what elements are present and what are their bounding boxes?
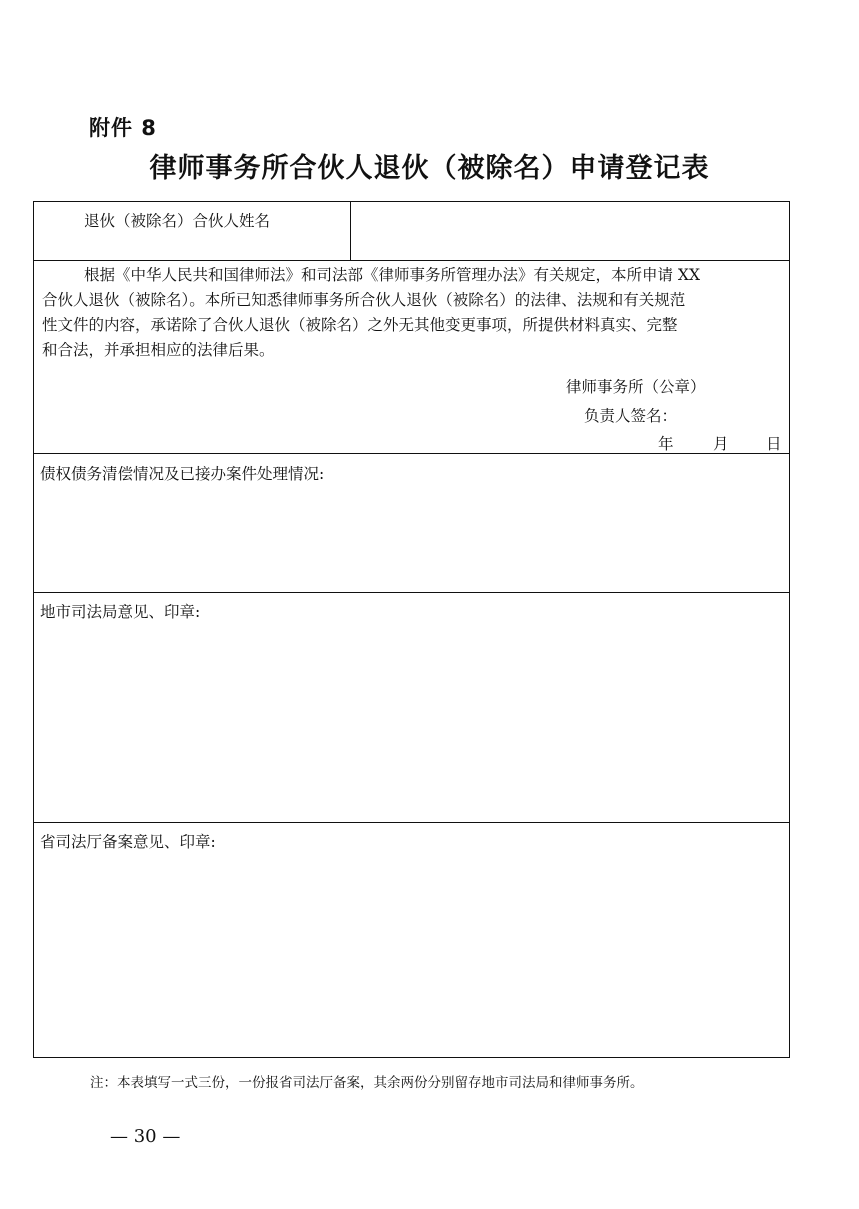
attachment-label: 附件 8 [89, 116, 157, 140]
city-bureau-opinion-label: 地市司法局意见、印章: [40, 603, 201, 621]
footnote: 注：本表填写一式三份，一份报省司法厅备案，其余两份分别留存地市司法局和律师事务所。 [90, 1075, 644, 1091]
column-divider [350, 202, 351, 260]
row-divider [34, 260, 789, 261]
partner-name-label: 退伙（被除名）合伙人姓名 [84, 212, 271, 230]
row-divider [34, 592, 789, 593]
date-month-label: 月 [713, 435, 729, 453]
province-dept-opinion-label: 省司法厅备案意见、印章: [40, 833, 216, 851]
form-title: 律师事务所合伙人退伙（被除名）申请登记表 [149, 153, 710, 184]
registration-form-table [33, 201, 790, 1058]
declaration-line: 和合法，并承担相应的法律后果。 [42, 341, 275, 359]
date-year-label: 年 [658, 435, 674, 453]
date-day-label: 日 [766, 435, 782, 453]
law-firm-seal-label: 律师事务所（公章） [566, 378, 706, 396]
declaration-line: 根据《中华人民共和国律师法》和司法部《律师事务所管理办法》有关规定，本所申请 XX [84, 266, 700, 284]
row-divider [34, 453, 789, 454]
declaration-paragraph [42, 263, 787, 363]
responsible-person-signature-label: 负责人签名： [584, 407, 678, 425]
debt-settlement-label: 债权债务清偿情况及已接办案件处理情况: [40, 465, 325, 483]
declaration-line: 合伙人退伙（被除名）。本所已知悉律师事务所合伙人退伙（被除名）的法律、法规和有关规范 [42, 291, 686, 309]
declaration-line: 性文件的内容，承诺除了合伙人退伙（被除名）之外无其他变更事项，所提供材料真实、完整 [42, 316, 678, 334]
row-divider [34, 822, 789, 823]
page-number: — 30 — [110, 1126, 181, 1147]
